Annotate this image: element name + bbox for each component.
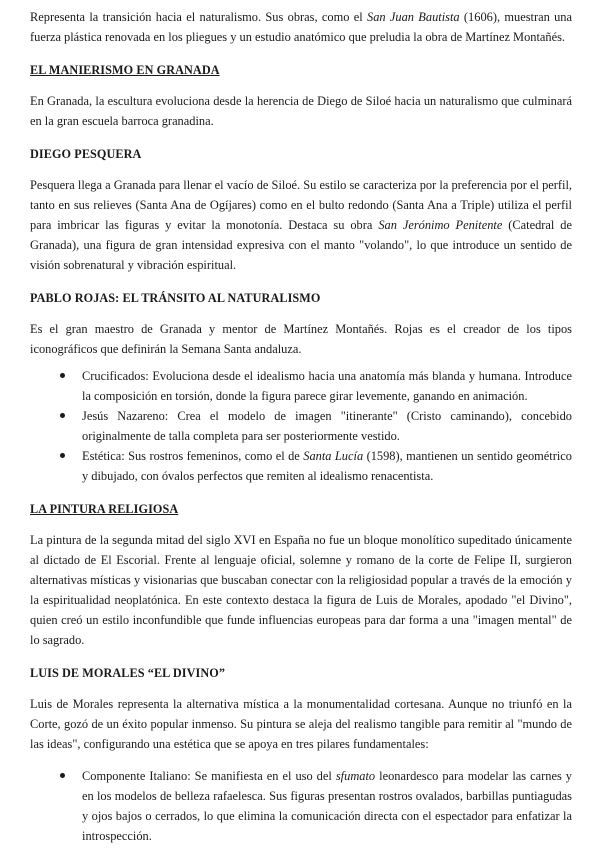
pesquera-paragraph: Pesquera llega a Granada para llenar el vacío de Siloé. Su estilo se caracteriza por la preferencia por el perfil, tanto en sus relieves (Santa Ana de Ogíjares) como en el bulto redondo (Santa Ana a Triple) utiliza el perfil para imbricar las figuras y evitar la monotonía. Destaca su obra San Jerónimo Penitente (Catedral de Granada), una figura de gran intensidad expresiva con el manto "volando", lo que introduce un sentido de visión sobrenatural y vibración espiritual. [30,178,572,272]
heading-pintura: LA PINTURA RELIGIOSA [30,502,179,516]
rojas-bullet-list [30,366,572,486]
rojas-paragraph: Es el gran maestro de Granada y mentor de Martínez Montañés. Rojas es el creador de los tipos iconográficos que definirán la Semana Santa andaluza. [30,322,572,356]
heading-pesquera: DIEGO PESQUERA [30,147,142,161]
list-item: Jesús Nazareno: Crea el modelo de imagen "itinerante" (Cristo caminando), concebido originalmente de talla completa para ser posteriormente vestido. [82,406,572,446]
morales-bullet-list [30,766,572,846]
manierismo-paragraph: En Granada, la escultura evoluciona desde la herencia de Diego de Siloé hacia un naturalismo que culminará en la gran escuela barroca granadina. [30,94,572,128]
pesquera-italic-title: San Jerónimo Penitente [378,218,503,232]
intro-paragraph: Representa la transición hacia el naturalismo. Sus obras, como el San Juan Bautista (1606), muestran una fuerza plástica renovada en los pliegues y un estudio anatómico que preludia la obra de Martínez Montañés. [30,10,572,44]
intro-italic-title: San Juan Bautista [367,10,460,24]
pintura-paragraph: La pintura de la segunda mitad del siglo XVI en España no fue un bloque monolítico supeditado únicamente al dictado de El Escorial. Frente al lenguaje oficial, solemne y romano de la corte de Felipe II, surgieron alternativas místicas y visionarias que buscaban conectar con la religiosidad popular a través de la emoción y la espiritualidad neoplatónica. En este contexto destaca la figura de Luis de Morales, apodado "el Divino", quien creó un estilo inconfundible que funde influencias europeas para dar forma a una "imagen mental" de lo sagrado. [30,533,572,647]
list-item: Componente Italiano: Se manifiesta en el uso del sfumato leonardesco para modelar las carnes y en los modelos de belleza rafaelesca. Sus figuras presentan rostros ovalados, barbillas puntiagudas y ojos bajos o cerrados, lo que elimina la comunicación directa con el espectador para enfatizar la introspección. [82,766,572,846]
list-item: Estética: Sus rostros femeninos, como el de Santa Lucía (1598), mantienen un sentido geométrico y dibujado, con óvalos perfectos que remiten al idealismo renacentista. [82,446,572,486]
heading-morales: LUIS DE MORALES “EL DIVINO” [30,666,226,680]
heading-rojas: PABLO ROJAS: EL TRÁNSITO AL NATURALISMO [30,291,321,305]
heading-manierismo: EL MANIERISMO EN GRANADA [30,63,220,77]
list-item: Crucificados: Evoluciona desde el idealismo hacia una anatomía más blanda y humana. Introduce la composición en torsión, donde la figura parece girar levemente, ganando en animación. [82,366,572,406]
morales-paragraph: Luis de Morales representa la alternativa mística a la monumentalidad cortesana. Aunque no triunfó en la Corte, gozó de un éxito popular inmenso. Su pintura se aleja del realismo tangible para remitir al "mundo de las ideas", configurando una estética que se apoya en tres pilares fundamentales: [30,697,572,751]
